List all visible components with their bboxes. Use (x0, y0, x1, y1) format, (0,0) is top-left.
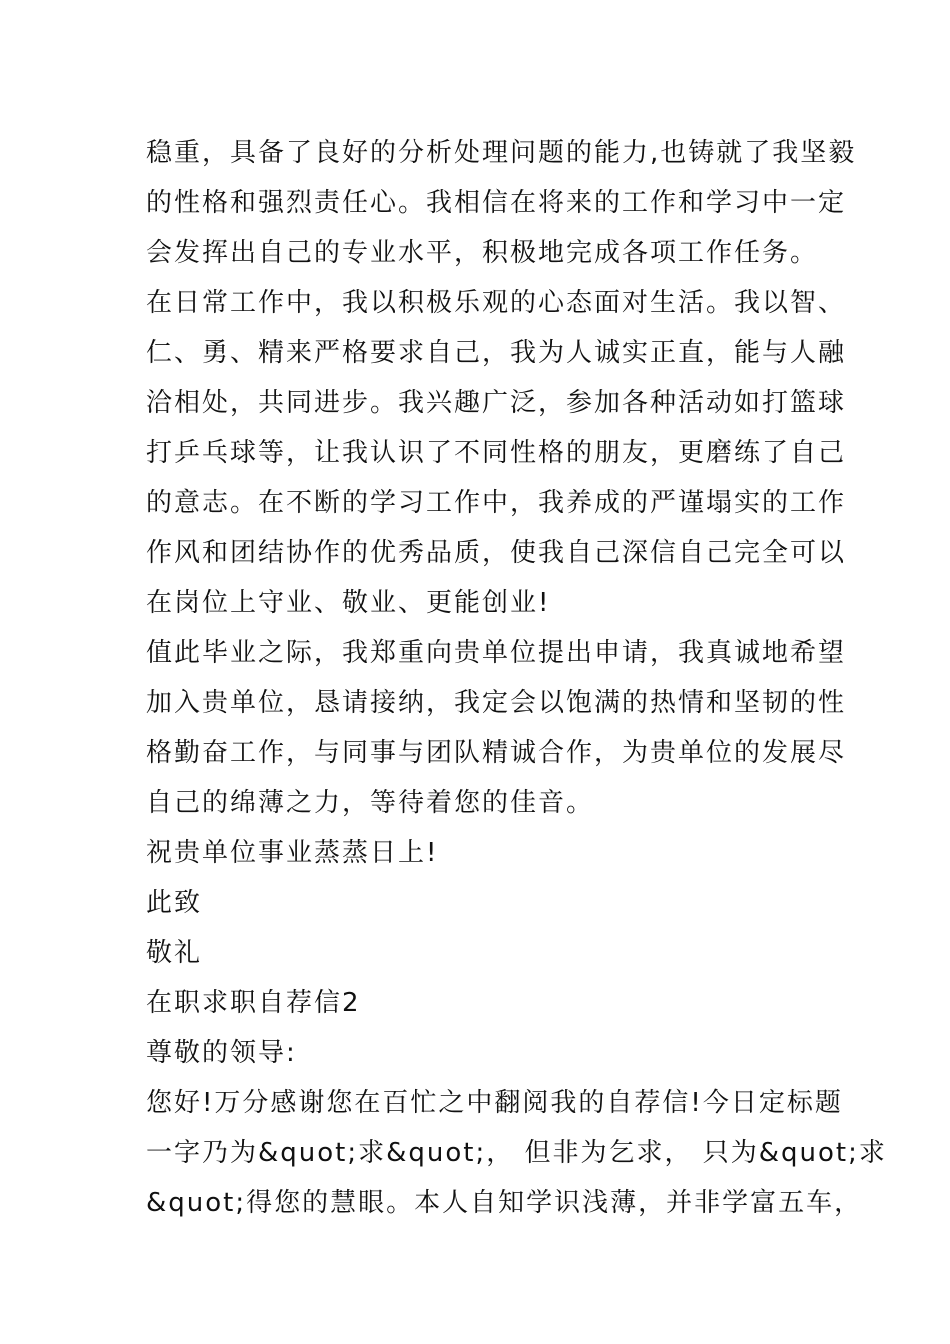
text-line: 一字乃为&quot;求&quot;， 但非为乞求， 只为&quot;求 (146, 1138, 887, 1168)
text-line: 打乒乓球等，让我认识了不同性格的朋友，更磨练了自己 (146, 438, 847, 468)
text-line: 您好!万分感谢您在百忙之中翻阅我的自荐信!今日定标题 (146, 1088, 843, 1118)
text-line: 洽相处，共同进步。我兴趣广泛，参加各种活动如打篮球 (146, 388, 847, 418)
document-body (146, 128, 887, 1228)
text-line: 的意志。在不断的学习工作中，我养成的严谨塌实的工作 (146, 488, 847, 518)
text-line: 在日常工作中，我以积极乐观的心态面对生活。我以智、 (146, 288, 847, 318)
text-line: 此致 (146, 888, 203, 918)
text-line: 在岗位上守业、敬业、更能创业! (146, 588, 551, 618)
text-line: 的性格和强烈责任心。我相信在将来的工作和学习中一定 (146, 188, 847, 218)
text-line: 敬礼 (146, 938, 203, 968)
text-line: 仁、勇、精来严格要求自己，我为人诚实正直，能与人融 (146, 338, 847, 368)
text-line: 尊敬的领导: (146, 1038, 297, 1068)
text-line: 稳重，具备了良好的分析处理问题的能力,也铸就了我坚毅 (146, 138, 857, 168)
text-line: 祝贵单位事业蒸蒸日上! (146, 838, 439, 868)
text-line: 在职求职自荐信2 (146, 988, 361, 1018)
text-line: &quot;得您的慧眼。本人自知学识浅薄，并非学富五车， (146, 1188, 863, 1218)
text-line: 会发挥出自己的专业水平，积极地完成各项工作任务。 (146, 238, 819, 268)
text-line: 加入贵单位，恳请接纳，我定会以饱满的热情和坚韧的性 (146, 688, 847, 718)
text-line: 格勤奋工作，与同事与团队精诚合作，为贵单位的发展尽 (146, 738, 847, 768)
text-line: 自己的绵薄之力，等待着您的佳音。 (146, 788, 595, 818)
text-line: 作风和团结协作的优秀品质，使我自己深信自己完全可以 (146, 538, 847, 568)
text-line: 值此毕业之际，我郑重向贵单位提出申请，我真诚地希望 (146, 638, 847, 668)
